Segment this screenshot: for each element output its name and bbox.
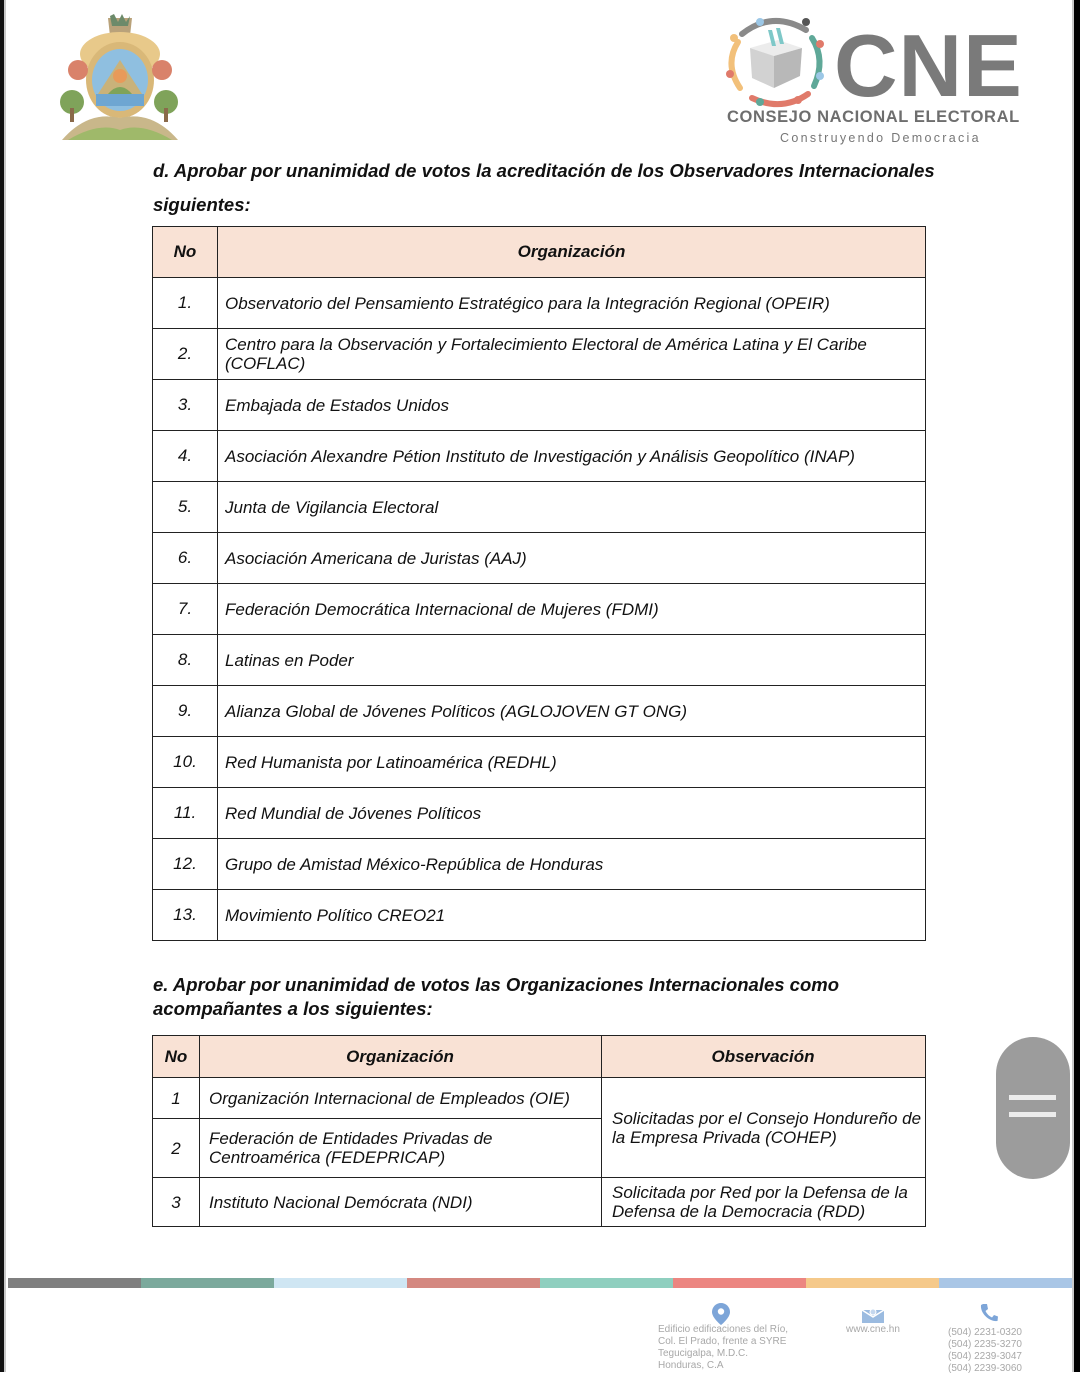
observation: Solicitadas por el Consejo Hondureño de la Empresa Privada (COHEP) [602, 1078, 926, 1178]
stripe-segment [274, 1278, 419, 1288]
phone-icon [980, 1303, 998, 1323]
organization-name: Junta de Vigilancia Electoral [218, 482, 926, 533]
observers-table [152, 226, 926, 941]
stripe-segment [673, 1278, 818, 1288]
address-line: Edificio edificaciones del Río, [658, 1324, 789, 1335]
stripe-segment [939, 1278, 1072, 1288]
cne-tagline: Construyendo Democracia [780, 131, 981, 145]
phone-number: (504) 2239-3060 [948, 1363, 1022, 1374]
honduras-coat-of-arms-logo [58, 14, 182, 142]
organization-name: Red Mundial de Jóvenes Políticos [218, 788, 926, 839]
table-row [153, 737, 926, 788]
row-number: 7. [153, 584, 218, 635]
table-row [153, 686, 926, 737]
cne-logo [722, 14, 1052, 150]
section-d-heading: d. Aprobar por unanimidad de votos la acreditación de los Observadores Internacionales [153, 160, 935, 181]
footer-phones [948, 1327, 1022, 1375]
row-number: 4. [153, 431, 218, 482]
row-number: 1 [153, 1078, 200, 1119]
scroll-handle-button[interactable] [996, 1037, 1070, 1179]
organization-name: Asociación Alexandre Pétion Instituto de Investigación y Análisis Geopolítico (INAP) [218, 431, 926, 482]
footer-color-stripe [8, 1278, 1072, 1288]
organization-name: Grupo de Amistad México-República de Honduras [218, 839, 926, 890]
location-pin-icon [712, 1303, 730, 1325]
table-header-row [153, 227, 926, 278]
address-line: Col. El Prado, frente a SYRE [658, 1336, 787, 1347]
cne-full-name: CONSEJO NACIONAL ELECTORAL [727, 108, 1020, 126]
phone-number: (504) 2231-0320 [948, 1327, 1022, 1338]
column-header-organizacion: Organización [200, 1036, 602, 1078]
organization-name: Red Humanista por Latinoamérica (REDHL) [218, 737, 926, 788]
table-row [153, 890, 926, 941]
table-row [153, 584, 926, 635]
section-e-heading-cont: acompañantes a los siguientes: [153, 998, 433, 1019]
table-row [153, 1078, 926, 1119]
row-number: 5. [153, 482, 218, 533]
column-header-organizacion: Organización [218, 227, 926, 278]
row-number: 13. [153, 890, 218, 941]
accompanying-orgs-table [152, 1035, 926, 1227]
table-row [153, 839, 926, 890]
organization-name: Federación de Entidades Privadas de Centroamérica (FEDEPRICAP) [200, 1119, 602, 1178]
envelope-icon [862, 1307, 884, 1323]
column-header-observacion: Observación [602, 1036, 926, 1078]
viewer-left-edge-inner [4, 0, 6, 1372]
cne-acronym: CNE [834, 16, 1023, 115]
stripe-segment [407, 1278, 552, 1288]
table-row [153, 533, 926, 584]
table-row [153, 788, 926, 839]
row-number: 2. [153, 329, 218, 380]
phone-number: (504) 2235-3270 [948, 1339, 1022, 1350]
row-number: 9. [153, 686, 218, 737]
row-number: 10. [153, 737, 218, 788]
table-row [153, 380, 926, 431]
table-row [153, 329, 926, 380]
row-number: 1. [153, 278, 218, 329]
column-header-no: No [153, 227, 218, 278]
organization-name: Alianza Global de Jóvenes Políticos (AGLOJOVEN GT ONG) [218, 686, 926, 737]
ballot-box-icon [722, 14, 832, 110]
row-number: 3 [153, 1178, 200, 1227]
table-row [153, 482, 926, 533]
section-e-heading: e. Aprobar por unanimidad de votos las Organizaciones Internacionales como [153, 974, 840, 995]
table-row [153, 278, 926, 329]
observation: Solicitada por Red por la Defensa de la Defensa de la Democracia (RDD) [602, 1178, 926, 1227]
stripe-segment [8, 1278, 153, 1288]
table-row [153, 1178, 926, 1227]
stripe-segment [141, 1278, 286, 1288]
phone-number: (504) 2239-3047 [948, 1351, 1022, 1362]
table-row [153, 431, 926, 482]
organization-name: Movimiento Político CREO21 [218, 890, 926, 941]
organization-name: Federación Democrática Internacional de Mujeres (FDMI) [218, 584, 926, 635]
footer-address [658, 1324, 788, 1372]
table-row [153, 635, 926, 686]
row-number: 3. [153, 380, 218, 431]
stripe-segment [540, 1278, 685, 1288]
section-d-heading-cont: siguientes: [153, 194, 251, 215]
address-line: Honduras, C.A [658, 1360, 724, 1371]
row-number: 2 [153, 1119, 200, 1178]
row-number: 11. [153, 788, 218, 839]
address-line: Tegucigalpa, M.D.C. [658, 1348, 749, 1359]
organization-name: Centro para la Observación y Fortalecimiento Electoral de América Latina y El Caribe (COFLAC) [218, 329, 926, 380]
column-header-no: No [153, 1036, 200, 1078]
viewer-right-edge [1074, 0, 1080, 1372]
row-number: 6. [153, 533, 218, 584]
table-header-row [153, 1036, 926, 1078]
organization-name: Observatorio del Pensamiento Estratégico para la Integración Regional (OPEIR) [218, 278, 926, 329]
organization-name: Asociación Americana de Juristas (AAJ) [218, 533, 926, 584]
row-number: 12. [153, 839, 218, 890]
organization-name: Embajada de Estados Unidos [218, 380, 926, 431]
stripe-segment [806, 1278, 951, 1288]
organization-name: Instituto Nacional Demócrata (NDI) [200, 1178, 602, 1227]
organization-name: Organización Internacional de Empleados (OIE) [200, 1078, 602, 1119]
viewer-right-edge-inner [1072, 0, 1074, 1372]
row-number: 8. [153, 635, 218, 686]
organization-name: Latinas en Poder [218, 635, 926, 686]
footer-website-link[interactable]: www.cne.hn [846, 1324, 900, 1335]
